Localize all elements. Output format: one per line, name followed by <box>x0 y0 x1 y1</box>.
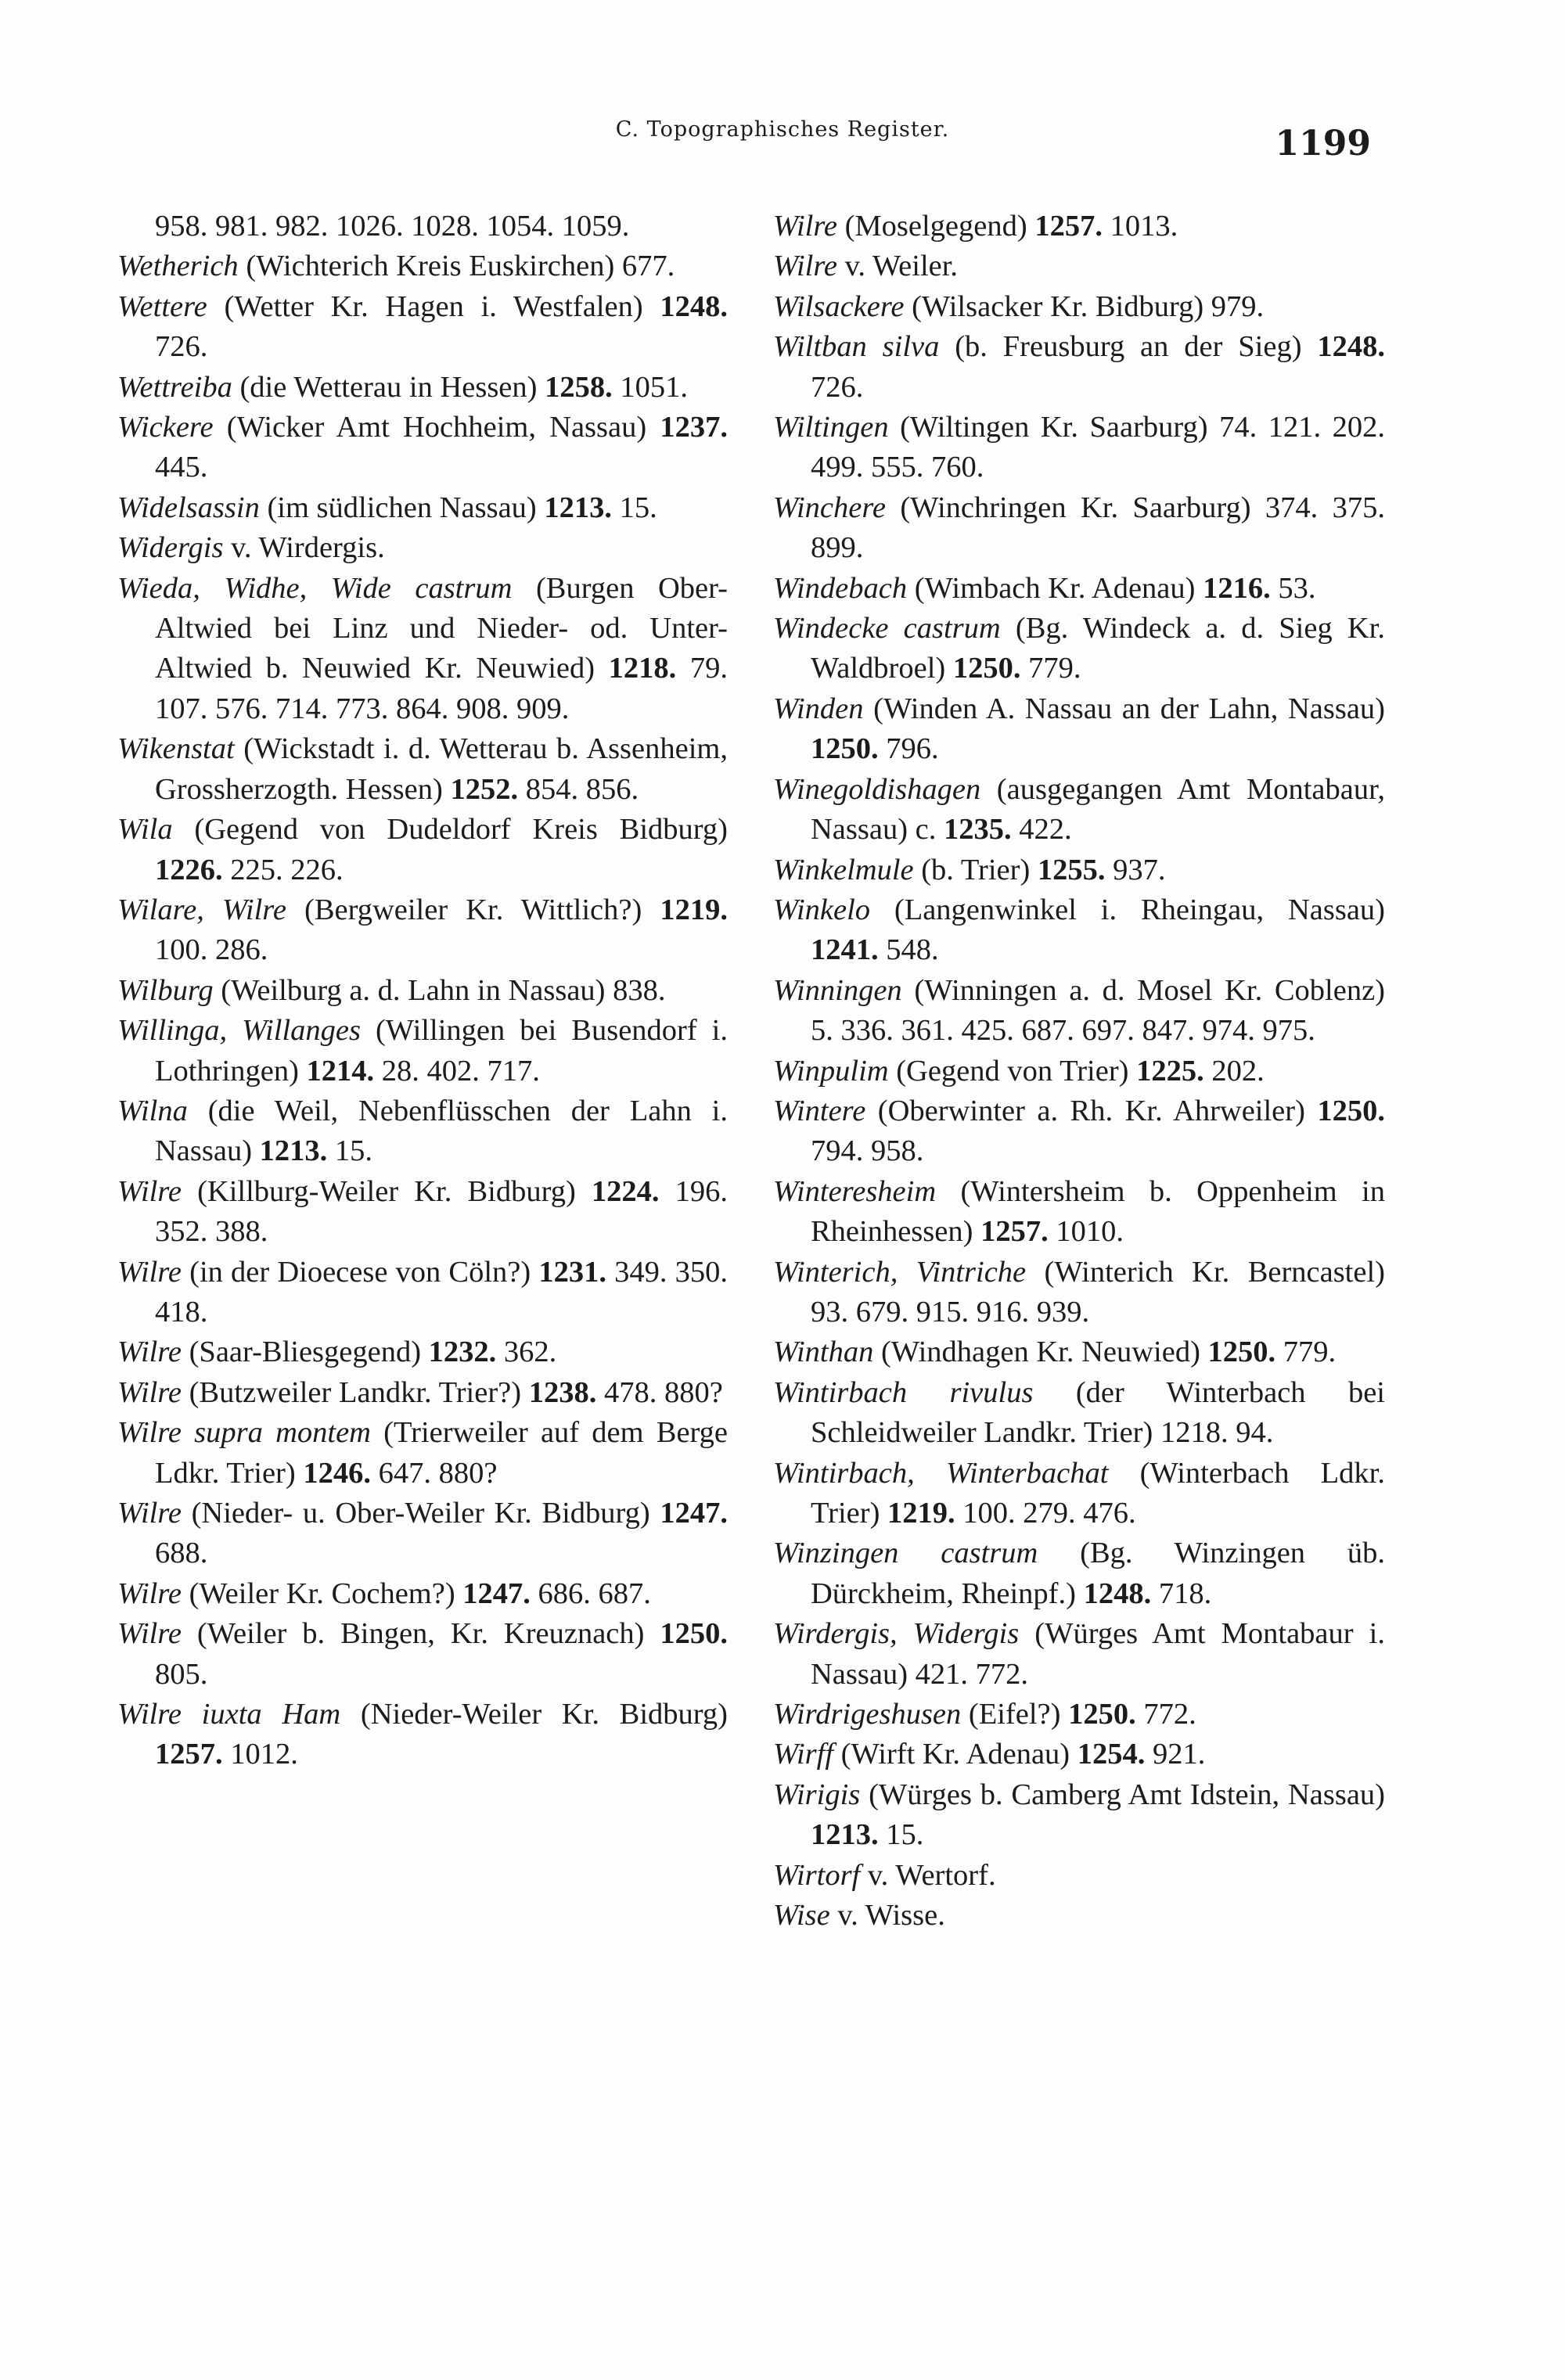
entry-headword: Wirff <box>773 1738 834 1771</box>
entry-text: (Wetter Kr. Hagen i. Westfalen) <box>207 289 660 323</box>
entry-text: 958. 981. 982. 1026. 1028. 1054. 1059. <box>155 210 630 243</box>
entry-year: 1216. <box>1203 571 1271 605</box>
entry-text: (Butzweiler Landkr. Trier?) <box>181 1375 529 1409</box>
entry-text: (Wicker Amt Hochheim, Nassau) <box>213 411 660 444</box>
entry-year: 1248. <box>1083 1576 1152 1610</box>
register-entry <box>773 569 1385 609</box>
entry-text: (Weiler b. Bingen, Kr. Kreuznach) <box>181 1617 660 1651</box>
register-entry <box>773 1332 1385 1372</box>
entry-text: (Gegend von Dudeldorf Kreis Bidburg) <box>172 813 728 847</box>
entry-year: 1257. <box>980 1215 1049 1249</box>
entry-references: 53. <box>1270 571 1316 605</box>
register-entry <box>773 246 1385 286</box>
entry-headword: Wila <box>117 813 173 847</box>
register-entry <box>773 408 1385 488</box>
register-entry <box>773 1454 1385 1534</box>
entry-headword: Wintirbach rivulus <box>773 1375 1034 1409</box>
entry-headword: Wiltban silva <box>773 330 940 364</box>
entry-headword: Widergis <box>117 531 224 565</box>
entry-year: 1241. <box>811 933 879 967</box>
entry-year: 1247. <box>462 1576 531 1610</box>
entry-headword: Wieda, Widhe, Wide castrum <box>117 571 513 605</box>
register-entry <box>117 1373 728 1413</box>
entry-headword: Wilre <box>117 1174 182 1208</box>
entry-year: 1257. <box>155 1738 223 1771</box>
entry-references: 686. 687. <box>530 1576 651 1610</box>
entry-headword: Wilsackere <box>773 289 905 323</box>
entry-text: v. Wertorf. <box>860 1858 996 1892</box>
entry-references: 647. 880? <box>370 1456 498 1490</box>
entry-year: 1219. <box>660 893 728 926</box>
register-entry <box>117 1574 728 1614</box>
entry-text: (Würges Amt Montabaur i. Nassau) 421. 772. <box>811 1617 1385 1691</box>
entry-text: (Willingen bei Busendorf i. Lothringen) <box>155 1014 728 1088</box>
entry-year: 1250. <box>660 1617 728 1651</box>
entry-text: (Wimbach Kr. Adenau) <box>907 571 1203 605</box>
register-entry <box>117 368 728 408</box>
entry-text: (Nieder-Weiler Kr. Bidburg) <box>340 1698 728 1731</box>
entry-references: 1012. <box>222 1738 298 1771</box>
entry-references: 779. <box>1020 652 1081 685</box>
entry-year: 1224. <box>591 1174 660 1208</box>
entry-references: 15. <box>612 491 657 524</box>
entry-references: 349. 350. 418. <box>155 1255 729 1328</box>
register-entry <box>117 408 728 488</box>
entry-references: 854. 856. <box>518 772 639 806</box>
entry-headword: Wise <box>773 1899 830 1932</box>
entry-references: 1013. <box>1102 210 1178 243</box>
register-entry <box>773 1052 1385 1091</box>
running-title: C. Topographisches Register. <box>615 117 950 142</box>
entry-headword: Wilre supra montem <box>117 1416 371 1450</box>
register-entry <box>117 971 728 1011</box>
entry-year: 1250. <box>811 732 879 766</box>
entry-headword: Wickere <box>117 411 214 444</box>
entry-year: 1225. <box>1136 1054 1204 1088</box>
entry-year: 1213. <box>811 1818 879 1852</box>
entry-text: (Gegend von Trier) <box>888 1054 1137 1088</box>
entry-headword: Wilna <box>117 1094 188 1127</box>
entry-text: (ausgegangen Amt Montabaur, Nassau) c. <box>811 772 1385 847</box>
entry-text: (Winterich Kr. Berncastel) 93. 679. 915. 916. 939. <box>811 1255 1385 1328</box>
entry-references: 1010. <box>1048 1215 1124 1249</box>
entry-references: 688. <box>155 1537 208 1570</box>
entry-text: (Saar-Bliesgegend) <box>181 1336 429 1369</box>
register-entry <box>773 1533 1385 1614</box>
entry-year: 1258. <box>545 370 613 404</box>
entry-headword: Willinga, Willanges <box>117 1014 361 1048</box>
entry-references: 478. 880? <box>596 1375 723 1409</box>
entry-headword: Windebach <box>773 571 908 605</box>
entry-headword: Wilre <box>117 1336 182 1369</box>
entry-text: (Wilsacker Kr. Bidburg) 979. <box>904 289 1265 323</box>
register-entry <box>773 1896 1385 1936</box>
register-entry <box>773 1373 1385 1454</box>
entry-references: 196. 352. 388. <box>155 1174 728 1249</box>
entry-references: 100. 286. <box>155 933 268 967</box>
entry-text: (Killburg-Weiler Kr. Bidburg) <box>181 1174 592 1208</box>
entry-references: 79. 107. 576. 714. 773. 864. 908. 909. <box>155 652 728 725</box>
entry-headword: Wilre <box>773 210 837 243</box>
entry-text: (Windhagen Kr. Neuwied) <box>873 1336 1208 1369</box>
entry-headword: Winteresheim <box>773 1174 937 1208</box>
entry-references: 15. <box>327 1134 373 1168</box>
entry-text: (der Winterbach bei Schleidweiler Landkr. Trier) 1218. 94. <box>811 1375 1385 1450</box>
register-entry <box>117 488 728 528</box>
entry-references: 225. 226. <box>222 853 344 886</box>
register-entry <box>117 528 728 568</box>
page-number: 1199 <box>1275 124 1371 164</box>
entry-text: (Wickstadt i. d. Wetterau b. Assenheim, Grossherzogth. Hessen) <box>155 732 728 806</box>
register-entry <box>773 609 1385 689</box>
entry-year: 1250. <box>1068 1698 1136 1731</box>
entry-text: (Wintersheim b. Oppenheim in Rheinhessen) <box>811 1174 1385 1249</box>
entry-text: (Winden A. Nassau an der Lahn, Nassau) <box>863 692 1385 725</box>
entry-references: 772. <box>1135 1698 1196 1731</box>
entry-year: 1213. <box>259 1134 328 1168</box>
register-entry <box>117 207 728 246</box>
entry-references: 796. <box>878 732 939 766</box>
register-entry <box>117 1253 728 1333</box>
entry-text: (Winningen a. d. Mosel Kr. Coblenz) 5. 336. 361. 425. 687. 697. 847. 974. 975. <box>811 973 1385 1048</box>
entry-text: (Winchringen Kr. Saarburg) 374. 375. 899. <box>811 491 1385 565</box>
register-entry <box>773 1253 1385 1333</box>
entry-text: (die Weil, Nebenflüsschen der Lahn i. Nassau) <box>155 1094 728 1168</box>
entry-text: (Trierweiler auf dem Berge Ldkr. Trier) <box>155 1416 728 1490</box>
register-entry <box>773 689 1385 770</box>
entry-year: 1231. <box>538 1255 606 1289</box>
entry-headword: Winden <box>773 692 864 725</box>
entry-references: 726. <box>811 370 864 404</box>
entry-headword: Wilre <box>117 1576 182 1610</box>
entry-references: 805. <box>155 1657 208 1691</box>
entry-year: 1257. <box>1034 210 1103 243</box>
entry-text: (Langenwinkel i. Rheingau, Nassau) <box>870 893 1385 926</box>
entry-headword: Winthan <box>773 1336 874 1369</box>
entry-references: 937. <box>1105 853 1166 886</box>
register-entry <box>773 850 1385 890</box>
entry-references: 422. <box>1011 813 1072 847</box>
entry-headword: Winkelmule <box>773 853 914 886</box>
entry-headword: Wilre <box>117 1375 182 1409</box>
register-entry <box>117 1494 728 1574</box>
entry-text: (Wiltingen Kr. Saarburg) 74. 121. 202. 499. 555. 760. <box>811 411 1385 484</box>
entry-text: (Moselgegend) <box>836 210 1035 243</box>
entry-headword: Wiltingen <box>773 411 889 444</box>
entry-year: 1252. <box>450 772 519 806</box>
register-entry <box>117 810 728 890</box>
entry-year: 1219. <box>887 1497 955 1530</box>
register-entry <box>773 327 1385 408</box>
entry-text: (Weiler Kr. Cochem?) <box>181 1576 463 1610</box>
entry-year: 1238. <box>528 1375 597 1409</box>
entry-headword: Wetherich <box>117 250 239 283</box>
entry-text: (Würges b. Camberg Amt Idstein, Nassau) <box>860 1778 1385 1811</box>
entry-references: 548. <box>878 933 939 967</box>
register-entry <box>773 770 1385 850</box>
register-entry <box>117 1413 728 1494</box>
register-entry <box>773 287 1385 327</box>
entry-references: 15. <box>878 1818 924 1852</box>
register-entry <box>773 1695 1385 1735</box>
entry-headword: Wirtorf <box>773 1858 861 1892</box>
entry-references: 28. 402. 717. <box>374 1054 540 1088</box>
entry-headword: Winpulim <box>773 1054 889 1088</box>
entry-text: (b. Freusburg an der Sieg) <box>939 330 1318 364</box>
left-column <box>117 207 728 1775</box>
entry-references: 362. <box>496 1336 557 1369</box>
entry-year: 1232. <box>428 1336 497 1369</box>
entry-references: 718. <box>1151 1576 1212 1610</box>
register-entry <box>773 1172 1385 1253</box>
entry-headword: Widelsassin <box>117 491 260 524</box>
entry-text: (Weilburg a. d. Lahn in Nassau) 838. <box>213 973 666 1007</box>
entry-year: 1218. <box>608 652 677 685</box>
entry-year: 1248. <box>660 289 728 323</box>
entry-year: 1247. <box>660 1497 728 1530</box>
register-entry <box>773 1614 1385 1695</box>
entry-headword: Windecke castrum <box>773 612 1001 645</box>
entry-references: 445. <box>155 451 208 484</box>
register-entry <box>117 729 728 810</box>
entry-headword: Wilburg <box>117 973 214 1007</box>
entry-text: (die Wetterau in Hessen) <box>232 370 545 404</box>
entry-headword: Wettreiba <box>117 370 232 404</box>
register-entry <box>117 1332 728 1372</box>
entry-text: (in der Dioecese von Cöln?) <box>181 1255 539 1289</box>
entry-year: 1255. <box>1037 853 1106 886</box>
entry-year: 1250. <box>1207 1336 1276 1369</box>
register-entry <box>773 1091 1385 1172</box>
entry-headword: Winegoldishagen <box>773 772 981 806</box>
entry-year: 1213. <box>544 491 612 524</box>
entry-headword: Wilre <box>117 1617 182 1651</box>
entry-headword: Winkelo <box>773 893 871 926</box>
entry-text: (Winterbach Ldkr. Trier) <box>811 1456 1385 1530</box>
entry-year: 1254. <box>1077 1738 1146 1771</box>
entry-year: 1226. <box>155 853 223 886</box>
entry-headword: Wilre <box>117 1497 182 1530</box>
entry-text: v. Weiler. <box>836 250 959 283</box>
entry-year: 1214. <box>306 1054 375 1088</box>
register-entry <box>117 1614 728 1695</box>
entry-text: (Wirft Kr. Adenau) <box>833 1738 1078 1771</box>
register-entry <box>117 890 728 971</box>
entry-year: 1237. <box>660 411 728 444</box>
entry-text: v. Wirdergis. <box>223 531 385 565</box>
entry-headword: Wirigis <box>773 1778 861 1811</box>
entry-references: 100. 279. 476. <box>955 1497 1136 1530</box>
entry-references: 921. <box>1145 1738 1206 1771</box>
entry-headword: Wirdergis, Widergis <box>773 1617 1020 1651</box>
register-entry <box>773 488 1385 569</box>
register-entry <box>117 1172 728 1253</box>
entry-text: (b. Trier) <box>913 853 1038 886</box>
register-entry <box>117 287 728 368</box>
entry-headword: Wikenstat <box>117 732 235 766</box>
entry-text: (Burgen Ober-Altwied bei Linz und Nieder- od. Unter-Altwied b. Neuwied Kr. Neuwied) <box>155 571 729 685</box>
entry-headword: Wettere <box>117 289 207 323</box>
entry-text: (Bg. Windeck a. d. Sieg Kr. Waldbroel) <box>811 612 1385 685</box>
entry-headword: Winningen <box>773 973 902 1007</box>
entry-references: 794. 958. <box>811 1134 924 1168</box>
register-entry <box>773 971 1385 1052</box>
entry-headword: Wilare, Wilre <box>117 893 286 926</box>
entry-headword: Winzingen castrum <box>773 1537 1038 1570</box>
register-entry <box>117 246 728 286</box>
entry-year: 1250. <box>952 652 1021 685</box>
entry-text: (Bergweiler Kr. Wittlich?) <box>286 893 660 926</box>
entry-year: 1235. <box>943 813 1012 847</box>
register-entry <box>117 1091 728 1172</box>
register-entry <box>117 1695 728 1775</box>
entry-text: v. Wisse. <box>829 1899 945 1932</box>
right-column <box>773 207 1385 1936</box>
entry-references: 726. <box>155 330 208 364</box>
register-entry <box>773 1735 1385 1774</box>
entry-headword: Winterich, Vintriche <box>773 1255 1027 1289</box>
entry-headword: Wintere <box>773 1094 866 1127</box>
entry-headword: Wirdrigeshusen <box>773 1698 962 1731</box>
entry-headword: Wintirbach, Winterbachat <box>773 1456 1109 1490</box>
register-entry <box>773 207 1385 246</box>
entry-year: 1246. <box>303 1456 371 1490</box>
entry-headword: Wilre <box>773 250 837 283</box>
entry-text: (Eifel?) <box>961 1698 1069 1731</box>
register-entry <box>117 569 728 730</box>
register-entry <box>117 1011 728 1091</box>
entry-references: 779. <box>1275 1336 1337 1369</box>
entry-headword: Wilre <box>117 1255 182 1289</box>
register-entry <box>773 1775 1385 1856</box>
entry-year: 1248. <box>1317 330 1386 364</box>
entry-text: (Nieder- u. Ober-Weiler Kr. Bidburg) <box>181 1497 660 1530</box>
entry-headword: Wilre iuxta Ham <box>117 1698 341 1731</box>
entry-references: 202. <box>1203 1054 1265 1088</box>
register-entry <box>773 890 1385 971</box>
entry-text: (Bg. Winzingen üb. Dürckheim, Rheinpf.) <box>811 1537 1386 1610</box>
entry-text: (Oberwinter a. Rh. Kr. Ahrweiler) <box>865 1094 1318 1127</box>
entry-references: 1051. <box>612 370 688 404</box>
register-entry <box>773 1856 1385 1896</box>
entry-text: (im südlichen Nassau) <box>259 491 545 524</box>
entry-year: 1250. <box>1317 1094 1385 1127</box>
entry-text: (Wichterich Kreis Euskirchen) 677. <box>238 250 675 283</box>
entry-headword: Winchere <box>773 491 886 524</box>
